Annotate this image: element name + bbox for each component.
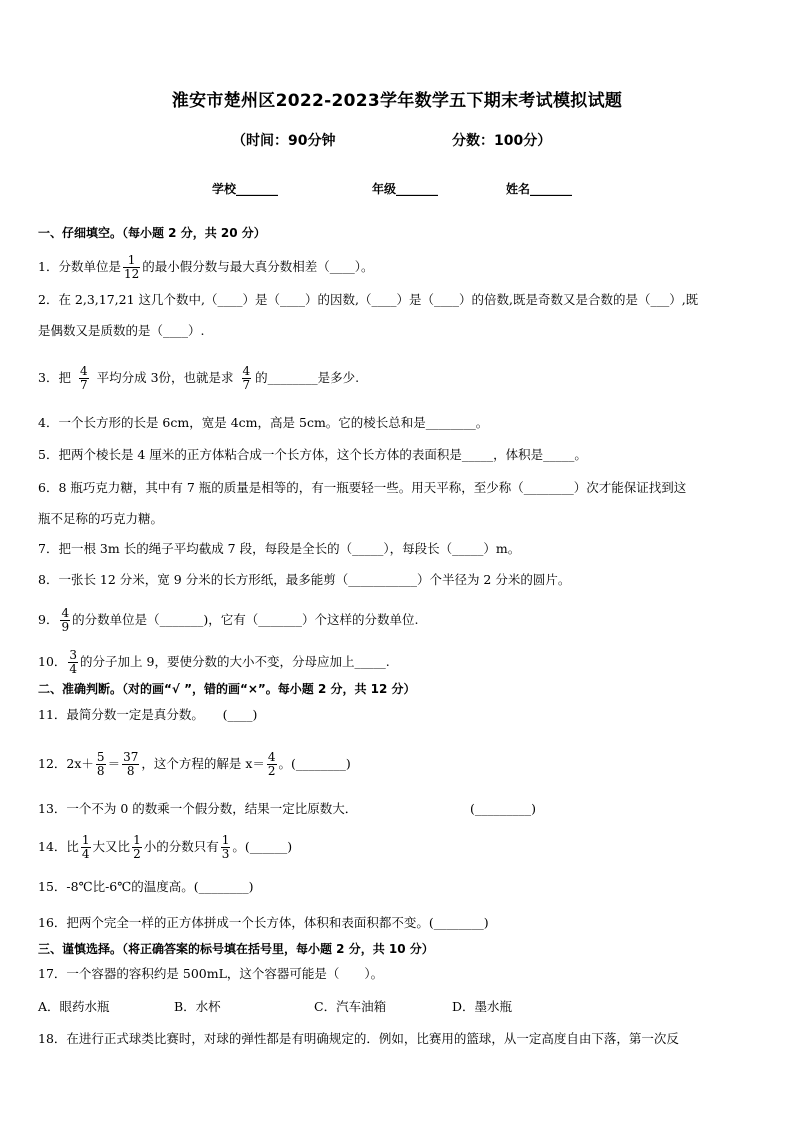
text-span: 的分子加上 9，要使分数的大小不变，分母应加上_____. xyxy=(80,654,390,669)
fraction xyxy=(81,834,91,861)
text-span: 2 xyxy=(267,764,276,778)
text-span: 12 xyxy=(123,267,140,281)
text-span: 4 xyxy=(79,364,88,378)
fraction xyxy=(242,365,252,392)
text-span: 1 xyxy=(81,833,90,847)
text-span: 8 xyxy=(96,764,105,778)
text-span: 。(________) xyxy=(278,756,351,771)
text-span: 9 xyxy=(61,620,70,634)
text-span: 3 xyxy=(221,847,230,861)
text-span: 2 xyxy=(133,847,141,861)
question-9 xyxy=(38,607,418,634)
question-6: 6．8 瓶巧克力糖，其中有 7 瓶的质量是相等的，有一瓶要轻一些。用天平称，至少称（________）次才能保证找到这 xyxy=(38,480,687,495)
text-span: 7 xyxy=(242,378,251,392)
option-d: D．墨水瓶 xyxy=(452,999,513,1014)
grade-field[interactable]: 年级_______ xyxy=(372,182,439,196)
question-10 xyxy=(38,649,390,676)
text-span: 4 xyxy=(61,606,70,620)
text-span: 8 xyxy=(126,764,135,778)
text-span: 7 xyxy=(79,378,88,392)
text-span: 的分数单位是（_______)，它有（_______）个这样的分数单位. xyxy=(72,612,419,627)
question-14 xyxy=(38,834,292,861)
page-title: 淮安市楚州区2022-2023学年数学五下期末考试模拟试题 xyxy=(171,91,623,111)
question-4: 4．一个长方形的长是 6cm，宽是 4cm，高是 5cm。它的棱长总和是________。 xyxy=(38,415,489,430)
question-12 xyxy=(38,751,351,778)
text-span: 4 xyxy=(242,364,251,378)
question-1 xyxy=(38,254,374,281)
question-3 xyxy=(38,365,359,392)
text-span: 14．比 xyxy=(38,839,79,854)
fraction xyxy=(132,834,142,861)
text-span: 12．2x＋ xyxy=(38,756,94,771)
question-13-answer: (_________) xyxy=(470,801,537,816)
fraction xyxy=(267,751,277,778)
fraction xyxy=(221,834,231,861)
text-span: 4 xyxy=(267,750,276,764)
question-16: 16．把两个完全一样的正方体拼成一个长方体，体积和表面积都不变。(________) xyxy=(38,915,489,930)
text-span: 平均分成 3份，也就是求 xyxy=(96,370,234,385)
question-5: 5．把两个棱长是 4 厘米的正方体粘合成一个长方体，这个长方体的表面积是_____，体积是_____。 xyxy=(38,447,587,462)
text-span: 3．把 xyxy=(38,370,71,385)
text-span: 小的分数只有 xyxy=(143,839,219,854)
text-span: ，这个方程的解是 x＝ xyxy=(141,756,265,771)
question-2: 2．在 2,3,17,21 这几个数中,（____）是（____）的因数,（____）是（____）的倍数,既是奇数又是合数的是（___）,既 xyxy=(38,292,699,307)
name-field[interactable]: 姓名_______ xyxy=(506,182,573,196)
section-2-heading: 二、准确判断。（对的画“√ ”，错的画“×”。每小题 2 分，共 12 分） xyxy=(38,682,416,696)
question-17: 17．一个容器的容积约是 500mL，这个容器可能是（ ）。 xyxy=(38,966,384,981)
text-span: 37 xyxy=(123,750,139,764)
text-span: 3 xyxy=(69,648,78,662)
score-label: 分数：100分） xyxy=(452,133,552,149)
fraction xyxy=(60,607,70,634)
question-2-cont: 是偶数又是质数的是（____）. xyxy=(38,323,205,338)
fraction xyxy=(68,649,78,676)
question-18: 18．在进行正式球类比赛时，对球的弹性都是有明确规定的．例如，比赛用的篮球，从一定高度自由下落，第一次反 xyxy=(38,1031,679,1046)
text-span: 。(______) xyxy=(232,839,293,854)
question-11: 11．最简分数一定是真分数。 (____) xyxy=(38,707,258,722)
text-span: ＝ xyxy=(107,756,121,771)
fraction xyxy=(123,254,140,281)
question-6-cont: 瓶不足称的巧克力糖。 xyxy=(38,511,164,526)
option-b: B．水杯 xyxy=(174,999,221,1014)
text-span: 大又比 xyxy=(92,839,131,854)
fraction xyxy=(122,751,139,778)
text-span: 1 xyxy=(123,254,140,268)
question-13: 13．一个不为 0 的数乘一个假分数，结果一定比原数大． xyxy=(38,801,358,816)
option-c: C．汽车油箱 xyxy=(314,999,387,1014)
time-label: （时间：90分钟 xyxy=(232,133,336,149)
school-field[interactable]: 学校_______ xyxy=(212,182,279,196)
fraction xyxy=(96,751,106,778)
question-15: 15．-8℃比-6℃的温度高。(________) xyxy=(38,879,254,894)
text-span: 5 xyxy=(96,750,105,764)
question-8: 8．一张长 12 分米，宽 9 分米的长方形纸，最多能剪（___________）个半径为 2 分米的圆片。 xyxy=(38,572,571,587)
section-3-heading: 三、谨慎选择。（将正确答案的标号填在括号里，每小题 2 分，共 10 分） xyxy=(38,942,434,956)
fraction xyxy=(79,365,89,392)
text-span: 9． xyxy=(38,612,59,627)
text-span: 10． xyxy=(38,654,67,669)
text-span: 1．分数单位是 xyxy=(38,259,121,274)
text-span: 的________是多少. xyxy=(255,370,360,385)
option-a: A．眼药水瓶 xyxy=(38,999,110,1014)
text-span: 4 xyxy=(69,662,78,676)
question-7: 7．把一根 3m 长的绳子平均截成 7 段，每段是全长的（_____），每段长（_____）m。 xyxy=(38,541,521,556)
text-span: 1 xyxy=(221,833,230,847)
text-span: 4 xyxy=(81,847,90,861)
text-span: 1 xyxy=(133,833,141,847)
text-span: 的最小假分数与最大真分数相差（____）。 xyxy=(142,259,374,274)
section-1-heading: 一、仔细填空。（每小题 2 分，共 20 分） xyxy=(38,226,266,240)
